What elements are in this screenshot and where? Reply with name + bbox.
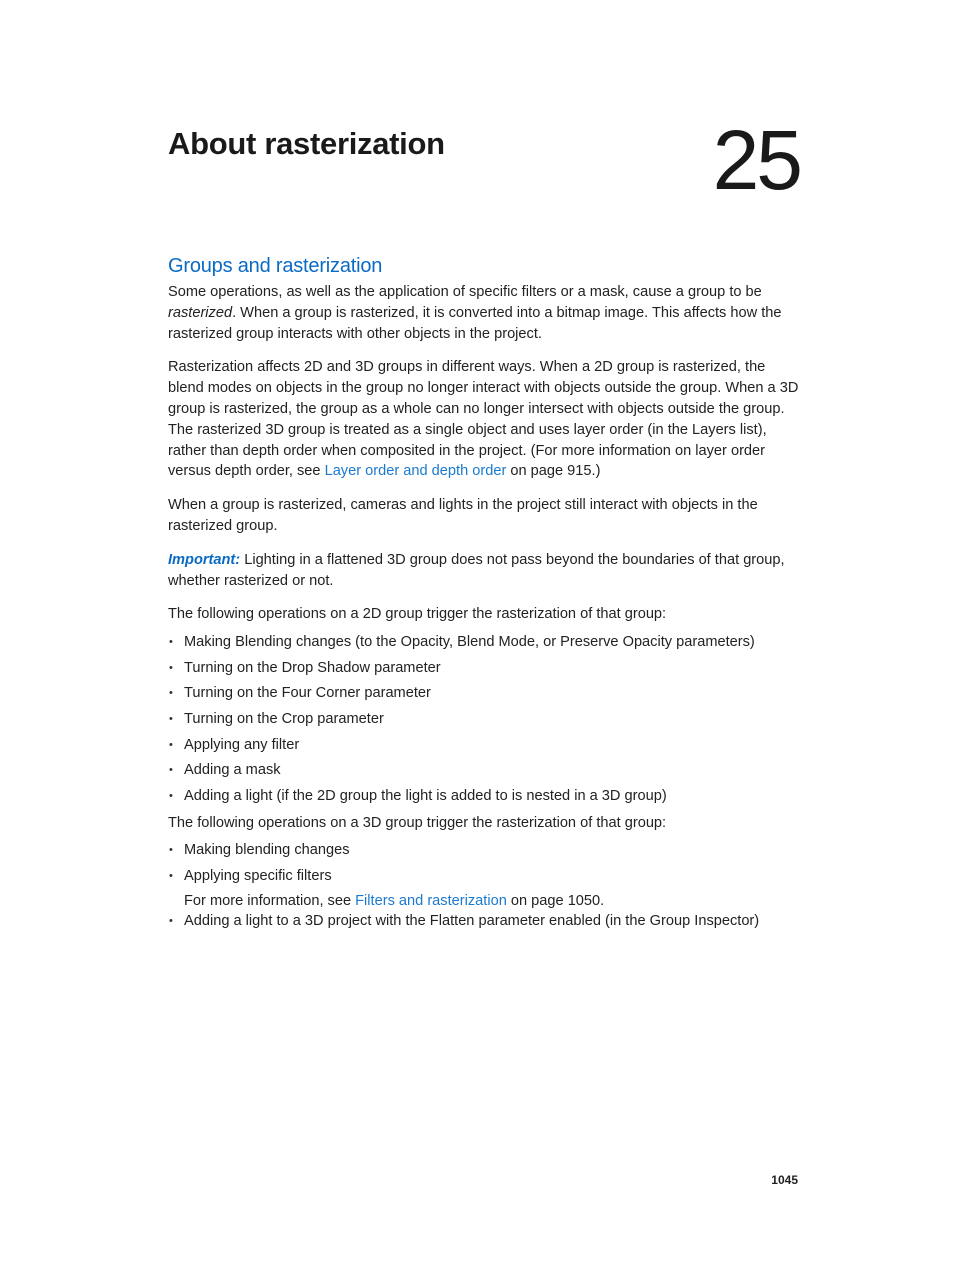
note-text: For more information, see — [184, 892, 356, 909]
important-label: Important: — [168, 551, 241, 568]
paragraph-2d-3d — [168, 357, 800, 482]
list-item: • Adding a light to a 3D project with the Flatten parameter enabled (in the Group Inspector) — [168, 911, 800, 932]
list-3d-operations — [168, 840, 800, 886]
link-layer-order[interactable]: Layer order and depth order — [324, 463, 507, 480]
list-item: • Turning on the Crop parameter — [168, 709, 800, 730]
chapter-title: About rasterization — [168, 126, 445, 161]
important-text: Lighting in a flattened 3D group does not pass beyond the boundaries of that group, whether rasterized or not. — [168, 551, 785, 589]
link-filters-rasterization[interactable]: Filters and rasterization — [355, 892, 507, 909]
intro-3d: The following operations on a 3D group trigger the rasterization of that group: — [168, 814, 667, 831]
list-item: • Applying any filter — [168, 735, 800, 756]
list-item: • Making blending changes — [168, 840, 800, 861]
important-note — [168, 550, 800, 592]
list-item: • Turning on the Drop Shadow parameter — [168, 658, 800, 679]
list-item: • Adding a mask — [168, 760, 800, 781]
more-info-note — [168, 891, 800, 912]
paragraph-text: . When a group is rasterized, it is converted into a bitmap image. This affects how the rasterized group interacts with other objects in the project. — [168, 304, 782, 342]
list-item: • Turning on the Four Corner parameter — [168, 683, 800, 704]
note-text: on page 1050. — [506, 892, 605, 909]
main-content — [168, 252, 800, 937]
paragraph-intro — [168, 282, 800, 344]
paragraph-text: on page 915.) — [506, 463, 601, 480]
list-item: • Adding a light (if the 2D group the light is added to is nested in a 3D group) — [168, 786, 800, 807]
intro-2d: The following operations on a 2D group trigger the rasterization of that group: — [168, 606, 667, 623]
chapter-number: 25 — [712, 113, 800, 207]
paragraph-text: Rasterization affects 2D and 3D groups in different ways. When a 2D group is rasterized, the blend modes on objects in the group no longer interact with objects outside the group. When a 3D group is rasterized, the group as a whole can no longer intersect with objects outside the group. The rasterized 3D group is treated as a single object and uses layer order (in the Layers list), rather than depth order when composited in the project. (For more information on layer order versus depth order, see — [168, 359, 799, 480]
emphasis-term: rasterized — [168, 304, 233, 321]
list-item: • Applying specific filters — [168, 866, 800, 887]
list-item: • Making Blending changes (to the Opacity, Blend Mode, or Preserve Opacity parameters) — [168, 632, 800, 653]
page-number: 1045 — [771, 1173, 798, 1187]
list-3d-operations-continued — [168, 911, 800, 932]
section-heading: Groups and rasterization — [168, 255, 383, 277]
list-2d-operations — [168, 632, 800, 806]
paragraph-text: Some operations, as well as the application of specific filters or a mask, cause a group to be — [168, 284, 762, 300]
paragraph-cameras: When a group is rasterized, cameras and lights in the project still interact with objects in the rasterized group. — [168, 497, 758, 534]
